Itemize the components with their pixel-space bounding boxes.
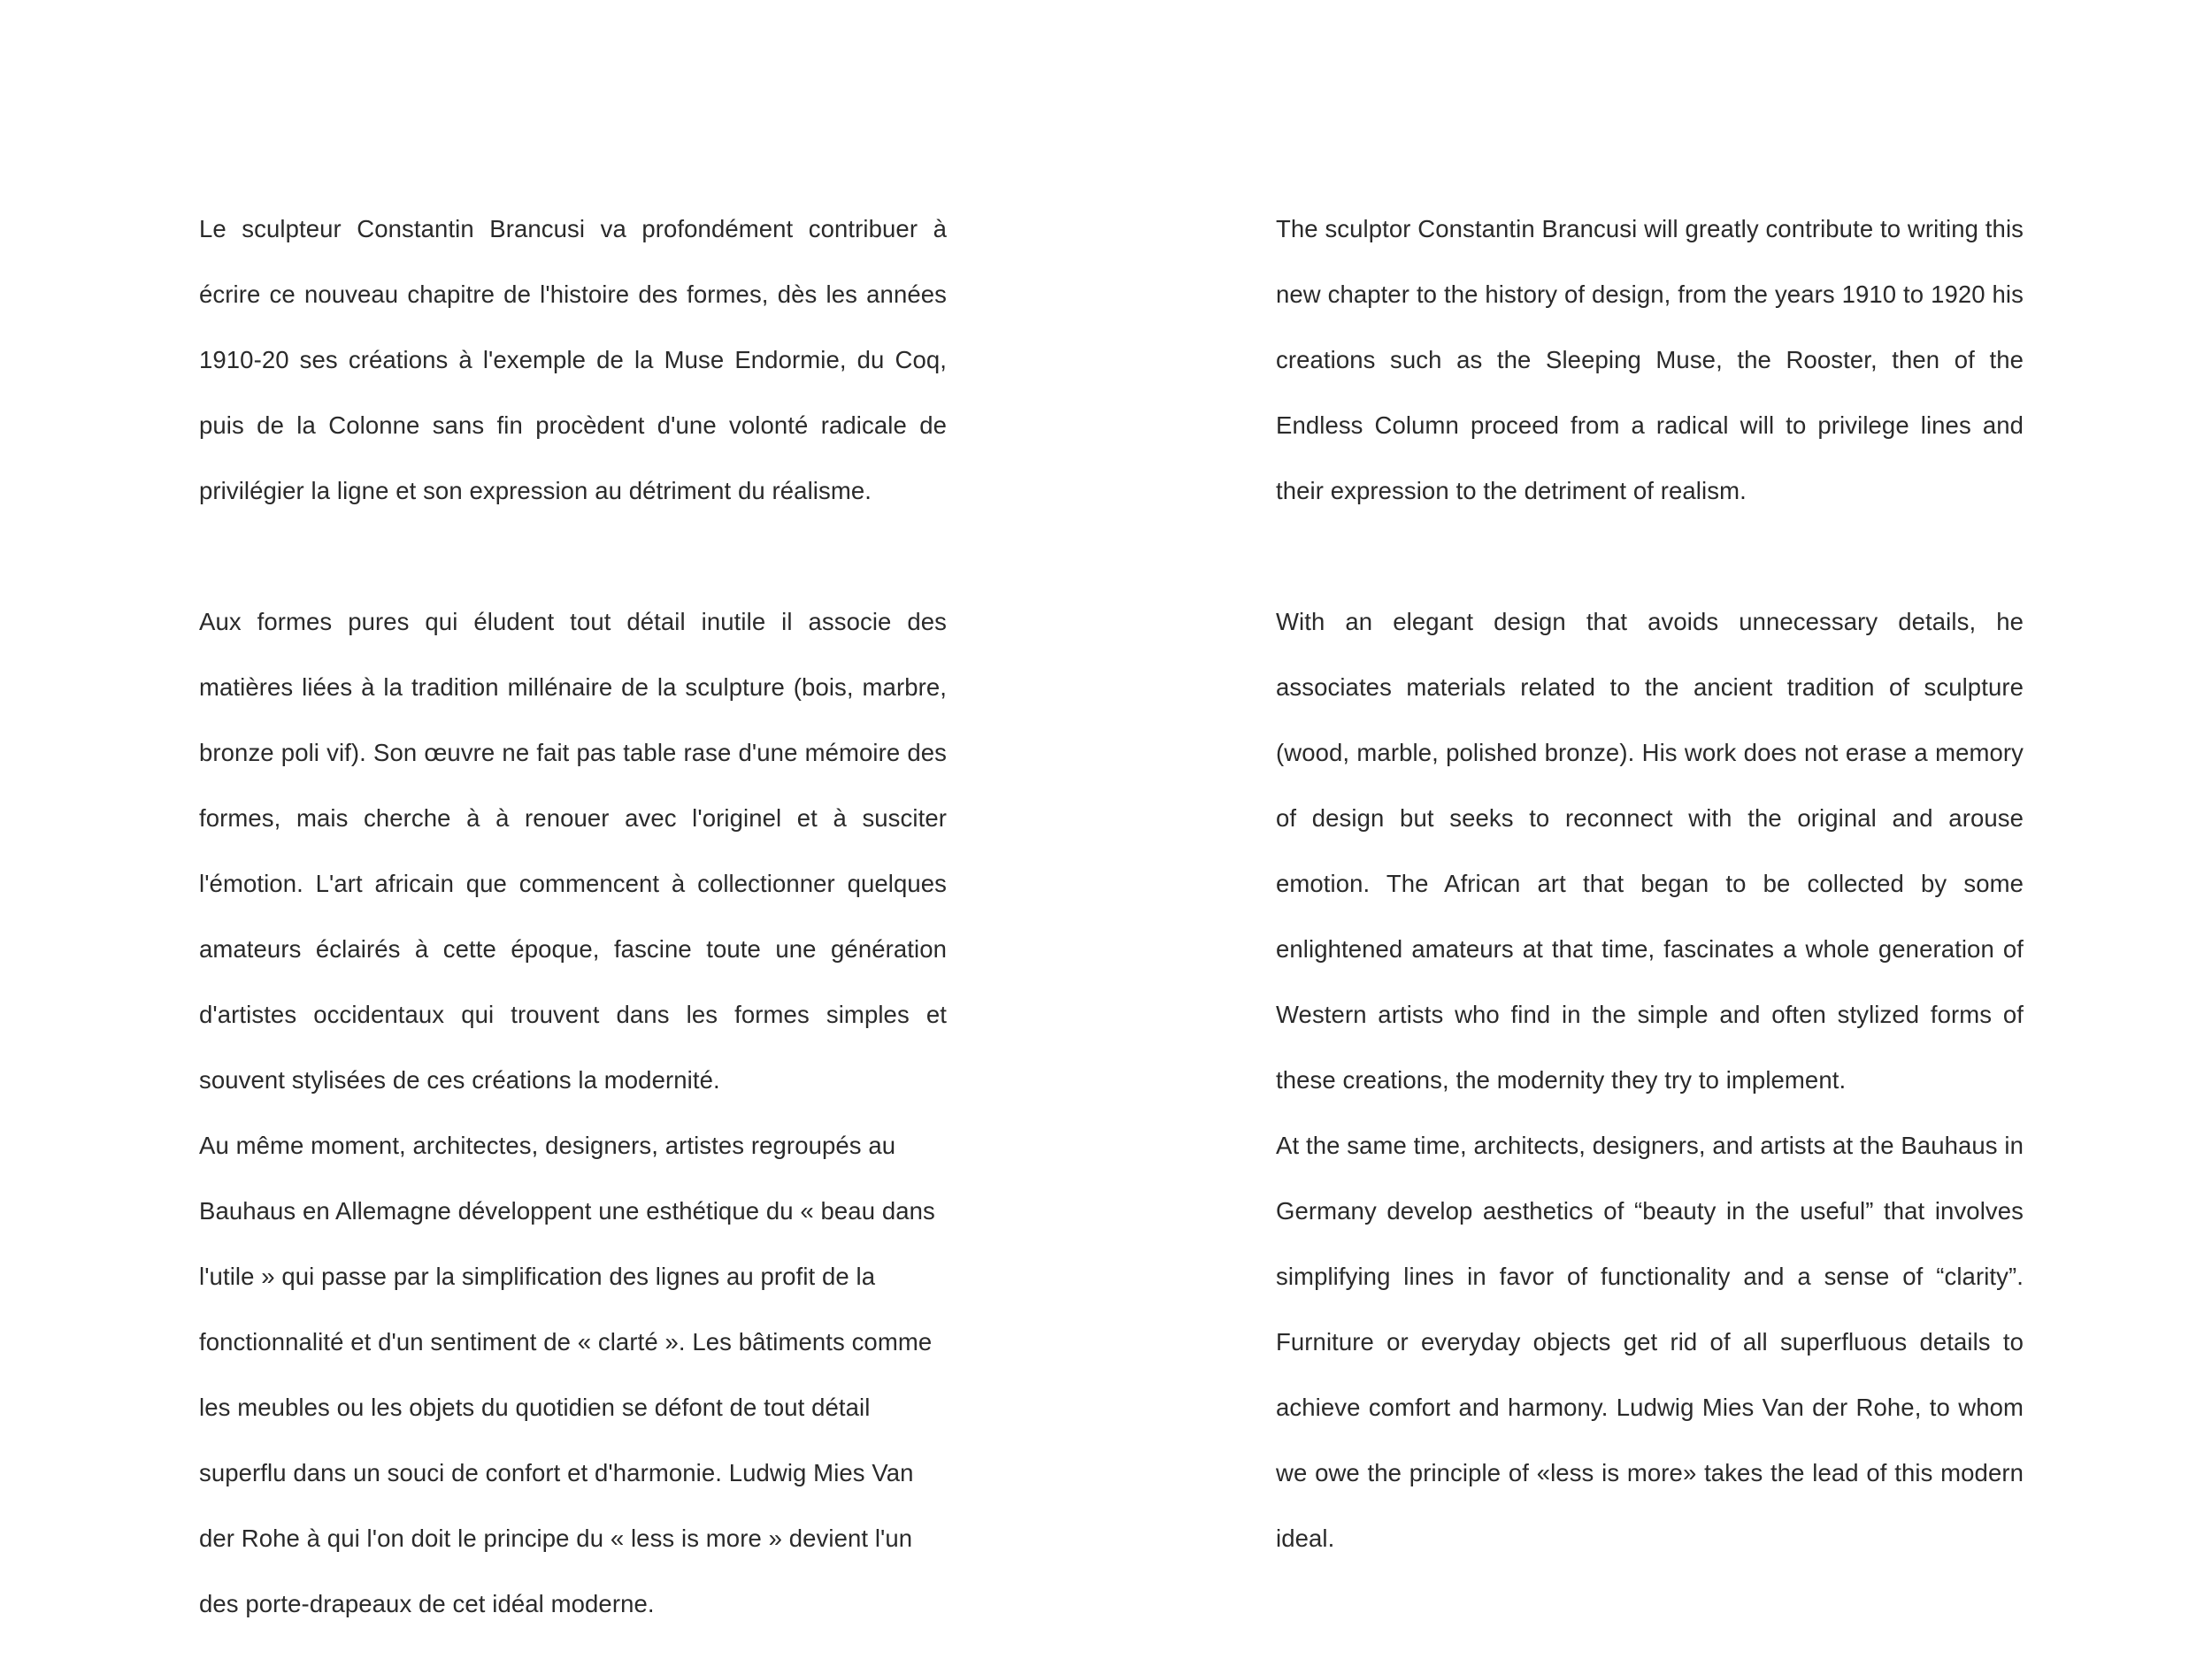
- french-text-column: [199, 196, 947, 1637]
- french-paragraph-1: Le sculpteur Constantin Brancusi va profondément contribuer à écrire ce nouveau chapitre de l'histoire des formes, dès les années 1910-20 ses créations à l'exemple de la Muse Endormie, du Coq, puis de la Colonne sans fin procèdent d'une volonté radicale de privilégier la ligne et son expression au détriment du réalisme.: [199, 215, 947, 504]
- english-text-column: [1276, 196, 2024, 1571]
- french-paragraph-2: Aux formes pures qui éludent tout détail inutile il associe des matières liées à la tradition millénaire de la sculpture (bois, marbre, bronze poli vif). Son œuvre ne fait pas table rase d'une mémoire des formes, mais cherche à à renouer avec l'originel et à susciter l'émotion. L'art africain que commencent à collectionner quelques amateurs éclairés à cette époque, fascine toute une génération d'artistes occidentaux qui trouvent dans les formes simples et souvent stylisées de ces créations la modernité.: [199, 608, 947, 1094]
- english-paragraph-3: At the same time, architects, designers, and artists at the Bauhaus in Germany develop aesthetics of “beauty in the useful” that involves simplifying lines in favor of functionality and a sense of “clarity”. Furniture or everyday objects get rid of all superfluous details to achieve comfort and harmony. Ludwig Mies Van der Rohe, to whom we owe the principle of «less is more» takes the lead of this modern ideal.: [1276, 1132, 2024, 1552]
- english-paragraph-1: The sculptor Constantin Brancusi will greatly contribute to writing this new chapter to the history of design, from the years 1910 to 1920 his creations such as the Sleeping Muse, the Rooster, then of the Endless Column proceed from a radical will to privilege lines and their expression to the detriment of realism.: [1276, 215, 2024, 504]
- french-paragraph-3: Au même moment, architectes, designers, artistes regroupés au Bauhaus en Allemagne développent une esthétique du « beau dans l'utile » qui passe par la simplification des lignes au profit de la fonctionnalité et d'un sentiment de « clarté ». Les bâtiments comme les meubles ou les objets du quotidien se défont de tout détail superflu dans un souci de confort et d'harmonie. Ludwig Mies Van der Rohe à qui l'on doit le principe du « less is more » devient l'un des porte-drapeaux de cet idéal moderne.: [199, 1132, 935, 1617]
- english-paragraph-2: With an elegant design that avoids unnecessary details, he associates materials related to the ancient tradition of sculpture (wood, marble, polished bronze). His work does not erase a memory of design but seeks to reconnect with the original and arouse emotion. The African art that began to be collected by some enlightened amateurs at that time, fascinates a whole generation of Western artists who find in the simple and often stylized forms of these creations, the modernity they try to implement.: [1276, 608, 2024, 1094]
